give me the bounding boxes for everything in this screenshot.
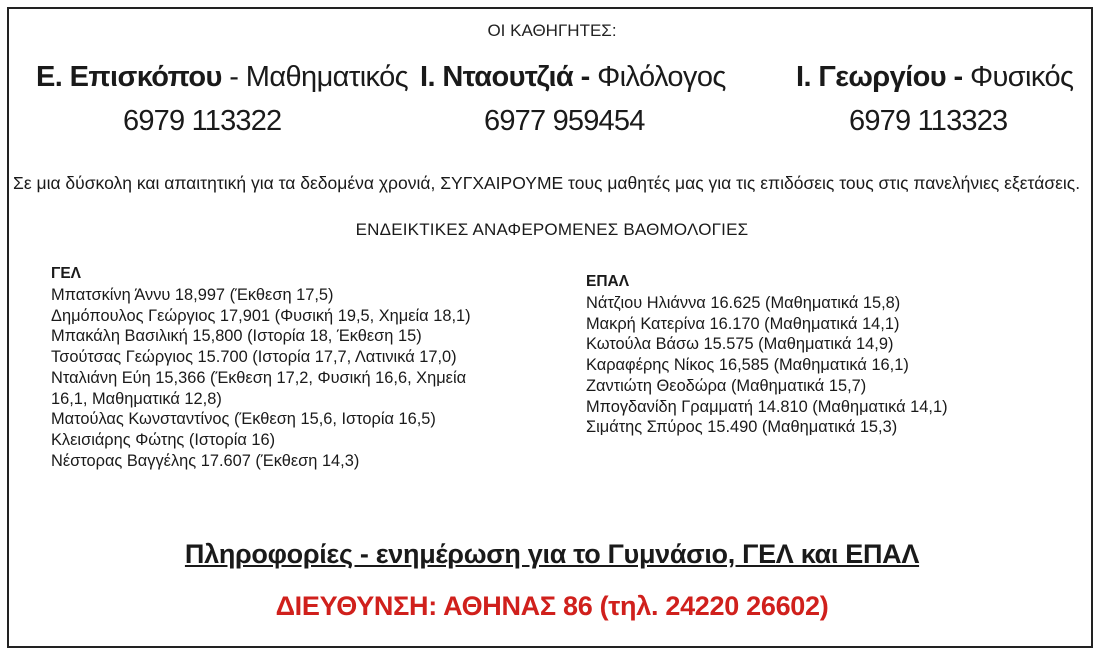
list-item: Μπογδανίδη Γραμματή 14.810 (Μαθηματικά 14,1) xyxy=(586,397,948,416)
teacher-1-phone: 6979 113322 xyxy=(123,105,282,137)
teacher-1-role: - Μαθηματικός xyxy=(221,61,408,93)
teacher-2-name: Ι. Νταουτζιά - xyxy=(420,61,590,93)
list-item: Μακρή Κατερίνα 16.170 (Μαθηματικά 14,1) xyxy=(586,314,900,333)
list-item: 16,1, Μαθηματικά 12,8) xyxy=(51,389,222,408)
gel-heading: ΓΕΛ xyxy=(51,265,81,282)
list-item: Νέστορας Βαγγέλης 17.607 (Έκθεση 14,3) xyxy=(51,451,360,470)
grades-title: ΕΝΔΕΙΚΤΙΚΕΣ ΑΝΑΦΕΡΟΜΕΝΕΣ ΒΑΘΜΟΛΟΓΙΕΣ xyxy=(355,220,749,239)
list-item: Ζαντιώτη Θεοδώρα (Μαθηματικά 15,7) xyxy=(586,376,867,395)
list-item: Δημόπουλος Γεώργιος 17,901 (Φυσική 19,5, Χημεία 18,1) xyxy=(51,306,471,325)
gel-list xyxy=(51,285,471,471)
announcement-frame xyxy=(7,7,1093,648)
list-item: Μπατσκίνη Άννυ 18,997 (Έκθεση 17,5) xyxy=(51,286,334,304)
list-item: Τσούτσας Γεώργιος 15.700 (Ιστορία 17,7, Λατινικά 17,0) xyxy=(51,348,457,367)
teachers-title: ΟΙ ΚΑΘΗΓΗΤΕΣ: xyxy=(487,21,617,40)
info-line: Πληροφορίες - ενημέρωση για το Γυμνάσιο, ΓΕΛ και ΕΠΑΛ xyxy=(184,539,920,569)
teacher-1-heading xyxy=(36,61,408,94)
epal-heading: ΕΠΑΛ xyxy=(586,273,630,290)
list-item: Καραφέρης Νίκος 16,585 (Μαθηματικά 16,1) xyxy=(586,356,909,375)
list-item: Νάτζιου Ηλιάννα 16.625 (Μαθηματικά 15,8) xyxy=(586,294,901,312)
address-line: ΔΙΕΥΘΥΝΣΗ: ΑΘΗΝΑΣ 86 (τηλ. 24220 26602) xyxy=(275,591,829,621)
list-item: Κλεισιάρης Φώτης (Ιστορία 16) xyxy=(51,430,276,449)
teacher-3-phone: 6979 113323 xyxy=(849,105,1008,137)
epal-list xyxy=(586,293,948,438)
list-item: Κωτούλα Βάσω 15.575 (Μαθηματικά 14,9) xyxy=(586,335,894,354)
teacher-2-phone: 6977 959454 xyxy=(484,105,645,137)
list-item: Μπακάλη Βασιλική 15,800 (Ιστορία 18, Έκθεση 15) xyxy=(51,327,422,346)
teacher-1-name: Ε. Επισκόπου xyxy=(36,61,222,93)
teacher-3-name: Ι. Γεωργίου - xyxy=(796,61,963,93)
teacher-3-heading xyxy=(796,61,1073,94)
teacher-2-heading xyxy=(420,61,726,94)
list-item: Σιμάτης Σπύρος 15.490 (Μαθηματικά 15,3) xyxy=(586,418,898,437)
teacher-3-role: Φυσικός xyxy=(962,61,1074,93)
list-item: Ματούλας Κωνσταντίνος (Έκθεση 15,6, Ιστορία 16,5) xyxy=(51,410,436,429)
congratulations-text: Σε μια δύσκολη και απαιτητική για τα δεδομένα χρονιά, ΣΥΓΧΑΙΡΟΥΜΕ τους μαθητές μας για τις επιδόσεις τους στις πανελήνιες εξετάσεις. xyxy=(13,173,1081,193)
list-item: Νταλιάνη Εύη 15,366 (Έκθεση 17,2, Φυσική 16,6, Χημεία xyxy=(51,368,467,387)
teacher-2-role: Φιλόλογος xyxy=(589,61,726,93)
